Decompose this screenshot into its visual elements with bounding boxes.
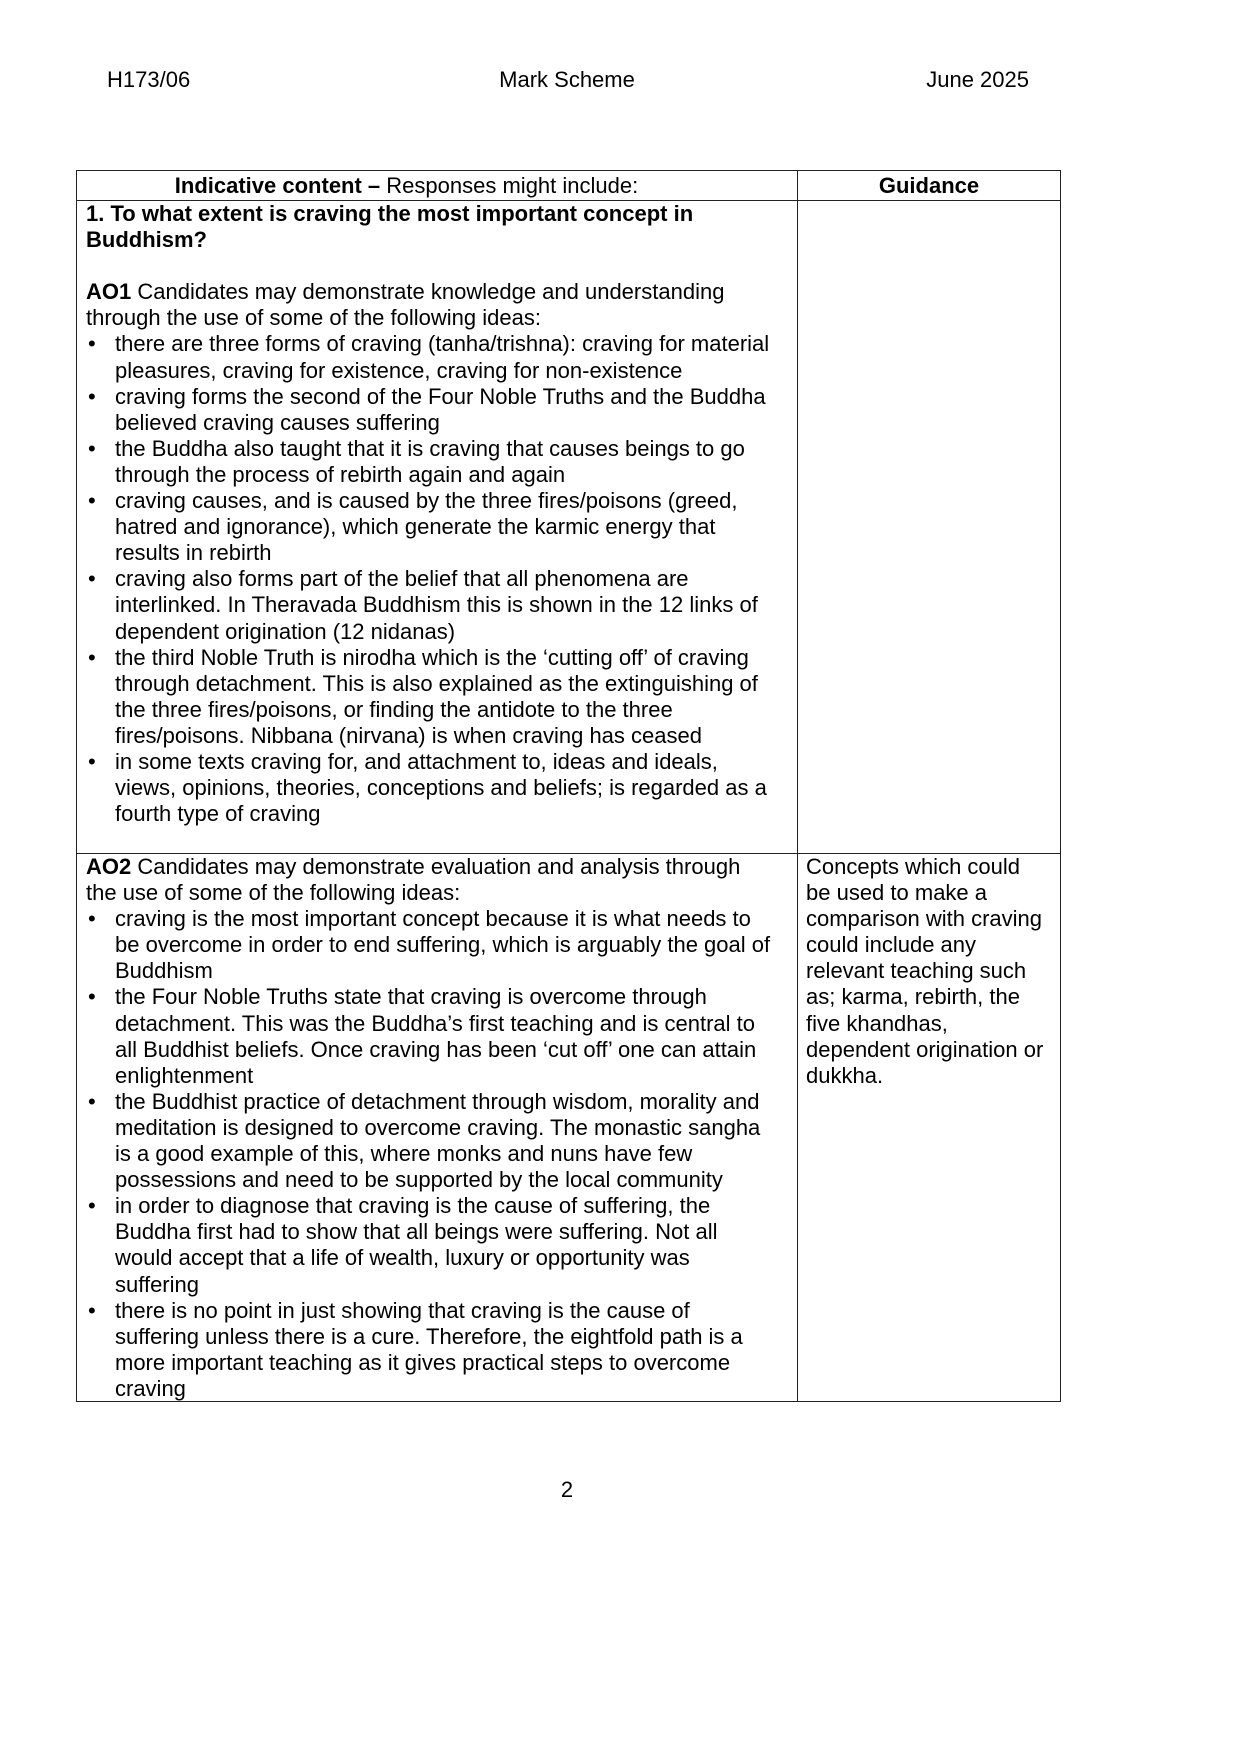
indicative-content-heading-bold: Indicative content – xyxy=(174,173,381,198)
bullet-icon xyxy=(86,1193,115,1297)
document-date: June 2025 xyxy=(926,67,1029,92)
bullet-icon xyxy=(86,566,115,644)
indicative-content-cell-ao2 xyxy=(77,854,798,1401)
list-item-text: craving forms the second of the Four Noble Truths and the Buddha believed craving causes suffering xyxy=(115,383,766,435)
list-item-text: there is no point in just showing that craving is the cause of suffering unless there is a cure. Therefore, the eightfold path is a more important teaching as it gives practical steps to overcome craving xyxy=(115,1297,743,1401)
bullet-icon xyxy=(86,488,115,566)
list-item xyxy=(86,984,793,1088)
bullet-icon xyxy=(86,1298,115,1402)
ao2-intro-paragraph xyxy=(86,854,793,906)
list-item xyxy=(86,1298,793,1402)
list-item xyxy=(86,488,793,566)
table-row-ao1 xyxy=(77,200,1060,853)
table-row-ao2 xyxy=(77,853,1060,1401)
guidance-cell-ao2 xyxy=(798,854,1060,1401)
page-number: 2 xyxy=(560,1477,574,1502)
list-item xyxy=(86,384,793,436)
guidance-cell-ao1 xyxy=(798,201,1060,853)
list-item-text: craving also forms part of the belief that all phenomena are interlinked. In Theravada Buddhism this is shown in the 12 links of dependent origination (12 nidanas) xyxy=(115,566,758,644)
ao2-label: AO2 xyxy=(86,854,132,879)
guidance-heading: Guidance xyxy=(878,173,980,198)
bullet-icon xyxy=(86,749,115,827)
list-item xyxy=(86,1193,793,1297)
ao1-intro-paragraph xyxy=(86,279,793,331)
mark-scheme-table xyxy=(76,170,1061,1402)
list-item xyxy=(86,436,793,488)
list-item-text: in order to diagnose that craving is the cause of suffering, the Buddha first had to show that all beings were suffering. Not all would accept that a life of wealth, luxury or opportunity was suffering xyxy=(115,1193,718,1297)
list-item-text: the Buddha also taught that it is craving that causes beings to go through the process of rebirth again and again xyxy=(115,435,745,487)
ao1-bullet-list xyxy=(86,331,793,827)
list-item xyxy=(86,749,793,827)
list-item xyxy=(86,331,793,383)
list-item-text: there are three forms of craving (tanha/trishna): craving for material pleasures, craving for existence, craving for non-existence xyxy=(115,331,770,383)
list-item xyxy=(86,906,793,984)
list-item-text: the Buddhist practice of detachment through wisdom, morality and meditation is designed to overcome craving. The monastic sangha is a good example of this, where monks and nuns have few possessions and need to be supported by the local community xyxy=(115,1088,761,1193)
ao1-label: AO1 xyxy=(86,279,132,305)
document-title: Mark Scheme xyxy=(499,67,635,92)
list-item-text: craving is the most important concept because it is what needs to be overcome in order to end suffering, which is arguably the goal of Buddhism xyxy=(115,906,771,984)
list-item xyxy=(86,645,793,749)
bullet-icon xyxy=(86,436,115,488)
ao1-intro: Candidates may demonstrate knowledge and understanding through the use of some of the following ideas: xyxy=(86,279,725,331)
bullet-icon xyxy=(86,645,115,749)
bullet-icon xyxy=(86,384,115,436)
list-item-text: the Four Noble Truths state that craving is overcome through detachment. This was the Buddha’s first teaching and is central to all Buddhist beliefs. Once craving has been ‘cut off’ one can attain enlightenment xyxy=(115,984,757,1088)
ao2-intro: Candidates may demonstrate evaluation and analysis through the use of some of the following ideas: xyxy=(86,854,741,906)
list-item xyxy=(86,566,793,644)
list-item-text: in some texts craving for, and attachment to, ideas and ideals, views, opinions, theories, conceptions and beliefs; is regarded as a fourth type of craving xyxy=(115,748,767,827)
indicative-content-cell-ao1 xyxy=(77,201,798,853)
ao2-bullet-list xyxy=(86,906,793,1402)
table-header-row xyxy=(77,171,1060,200)
indicative-content-heading xyxy=(77,171,798,200)
bullet-icon xyxy=(86,1089,115,1193)
bullet-icon xyxy=(86,331,115,383)
list-item xyxy=(86,1089,793,1193)
bullet-icon xyxy=(86,906,115,984)
list-item-text: the third Noble Truth is nirodha which is the ‘cutting off’ of craving through detachment. This is also explained as the extinguishing of the three fires/poisons, or finding the antidote to the three fires/poisons. Nibbana (nirvana) is when craving has ceased xyxy=(115,644,758,748)
guidance-text: Concepts which could be used to make a comparison with craving could include any relevant teaching such as; karma, rebirth, the five khandhas, dependent origination or dukkha. xyxy=(806,854,1044,1088)
bullet-icon xyxy=(86,984,115,1088)
list-item-text: craving causes, and is caused by the three fires/poisons (greed, hatred and ignorance), which generate the karmic energy that results in rebirth xyxy=(115,488,738,566)
indicative-content-heading-rest: Responses might include: xyxy=(386,173,639,198)
question-heading: 1. To what extent is craving the most important concept in Buddhism? xyxy=(86,201,694,253)
paper-code: H173/06 xyxy=(107,67,191,92)
